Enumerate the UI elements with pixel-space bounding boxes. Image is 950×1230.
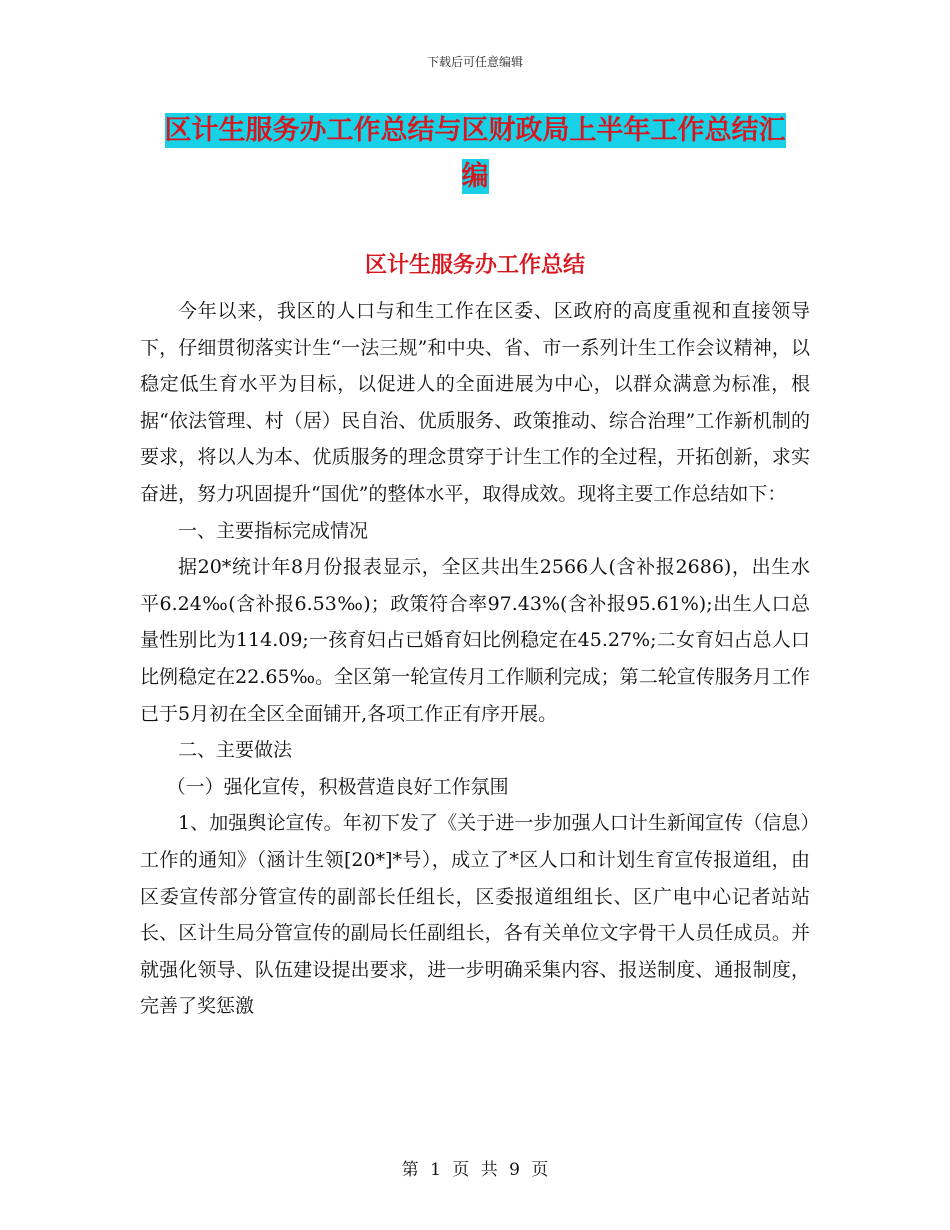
section-title: 区计生服务办工作总结 — [364, 253, 585, 278]
document-title — [140, 108, 810, 200]
document-body — [140, 293, 810, 1025]
document-title-line2: 编 — [461, 161, 489, 192]
paragraph-intro: 今年以来，我区的人口与和生工作在区委、区政府的高度重视和直接领导下，仔细贯彻落实计生“一法三规”和中央、省、市一系列计生工作会议精神，以稳定低生育水平为目标，以促进人的全面进展为中心，以群众满意为标准，根据“依法管理、村（居）民自治、优质服务、政策推动、综合治理”工作新机制的要求，将以人为本、优质服务的理念贯穿于计生工作的全过程，开拓创新，求实奋进，努力巩固提升“国优”的整体水平，取得成效。现将主要工作总结如下： — [140, 300, 810, 505]
document-title-line1: 区计生服务办工作总结与区财政局上半年工作总结汇 — [164, 115, 786, 146]
paragraph-indicators: 据20*统计年8月份报表显示，全区共出生2566人(含补报2686)，出生水平6.24‰(含补报6.53‰)；政策符合率97.43%(含补报95.61%);出生人口总量性别比为114.09;一孩育妇占已婚育妇比例稳定在45.27%;二女育妇占总人口比例稳定在22.65‰。全区第一轮宣传月工作顺利完成；第二轮宣传服务月工作已于5月初在全区全面铺开,各项工作正有序开展。 — [140, 556, 810, 725]
page-footer: 第 1 页 共 9 页 — [401, 1160, 549, 1180]
heading-indicators: 一、主要指标完成情况 — [178, 519, 369, 542]
heading-methods: 二、主要做法 — [178, 739, 293, 762]
header-note: 下载后可任意编辑 — [426, 55, 523, 69]
subheading-publicity: （一）强化宣传，积极营造良好工作氛围 — [166, 775, 509, 798]
paragraph-publicity: 1、加强舆论宣传。年初下发了《关于进一步加强人口计生新闻宣传（信息）工作的通知》（涵计生领[20*]*号），成立了*区人口和计划生育宣传报道组，由区委宣传部分管宣传的副部长任组长，区委报道组组长、区广电中心记者站站长、区计生局分管宣传的副局长任副组长，各有关单位文字骨干人员任成员。并就强化领导、队伍建设提出要求，进一步明确采集内容、报送制度、通报制度，完善了奖惩激 — [140, 812, 810, 1018]
